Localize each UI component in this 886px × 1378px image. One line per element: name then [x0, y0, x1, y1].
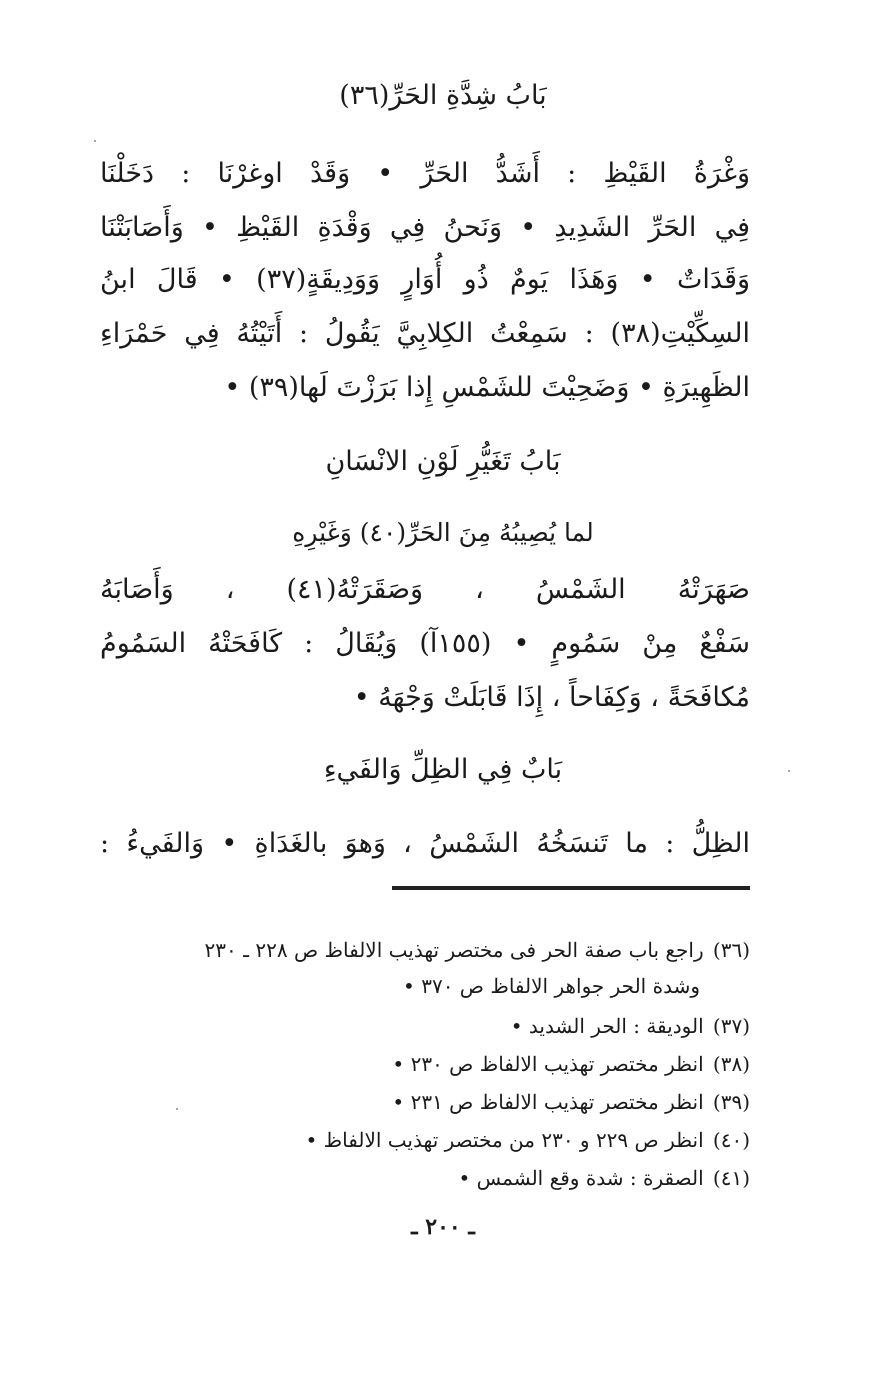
scan-speck	[788, 770, 790, 772]
paragraph-line: وَغْرَةُ القَيْظِ : أَشَدُّ الحَرِّ • وَقَدْ اوغرْنَا : دَخَلْنَا	[100, 158, 750, 189]
footnote-39	[100, 1090, 750, 1114]
paragraph-line: صَهَرَتْهُ الشَمْسُ ، وَصَقَرَتْهُ(٤١) ، وَأَصَابَهُ	[100, 574, 750, 605]
paragraph-line: الظِلُّ : ما تَنسَخُهُ الشَمْسُ ، وَهوَ بالغَدَاةِ • وَالفَيءُ :	[100, 828, 750, 859]
section-heading-heat-intensity: بَابُ شِدَّةِ الحَرِّ(٣٦)	[339, 80, 547, 111]
section-subheading: لما يُصِيبُهُ مِنَ الحَرِّ(٤٠) وَغَيْرِهِ	[292, 518, 594, 547]
footnote-text: راجع باب صفة الحر فى مختصر تهذيب الالفاظ ص ٢٢٨ ـ ٢٣٠	[204, 938, 704, 962]
footnote-text: الصقرة : شدة وقع الشمس •	[458, 1166, 704, 1190]
paragraph-line: السِكِّيْتِ(٣٨) : سَمِعْتُ الكِلابِيَّ يَقُولُ : أَتَيْتُهُ فِي حَمْرَاءِ	[100, 318, 750, 349]
footnote-36-continuation: وشدة الحر جواهر الالفاظ ص ٣٧٠ •	[403, 974, 700, 998]
footnote-number: (٣٦)	[712, 938, 750, 962]
footnote-number: (٣٧)	[712, 1014, 750, 1038]
footnote-40	[100, 1128, 750, 1152]
footnote-41	[100, 1166, 750, 1190]
footnote-text: انظر ص ٢٢٩ و ٢٣٠ من مختصر تهذيب الالفاظ •	[305, 1128, 704, 1152]
paragraph-line: فِي الحَرِّ الشَدِيدِ • وَنَحنُ فِي وَقْدَةِ القَيْظِ • وَأَصَابَتْنَا	[100, 212, 750, 243]
paragraph-line: مُكافَحَةً ، وَكِفَاحاً ، إِذَا قَابَلَتْ وَجْهَهُ •	[353, 682, 750, 713]
paragraph-line: سَفْعٌ مِنْ سَمُومٍ • (١٥٥آ) وَيُقَالُ : كَافَحَتْهُ السَمُومُ	[100, 628, 750, 659]
page-number: ـ ٢٠٠ ـ	[411, 1214, 475, 1240]
paragraph-line: وَقَدَاتٌ • وَهَذَا يَومٌ ذُو أُوَارٍ وَوَدِيقَةٍ(٣٧) • قَالَ ابنُ	[100, 264, 751, 295]
footnote-number: (٣٨)	[712, 1052, 750, 1076]
footnote-38	[100, 1052, 750, 1076]
section-heading-shade: بَابٌ فِي الظِلِّ وَالفَيءِ	[323, 754, 563, 785]
footnote-37	[100, 1014, 750, 1038]
paragraph-line: الظَهِيرَةِ • وَضَحِيْتَ للشَمْسِ إِذا بَرَزْتَ لَها(٣٩) •	[224, 372, 750, 403]
section-heading-color-change: بَابُ تَغَيُّرِ لَوْنِ الانْسَانِ	[325, 446, 561, 477]
footnote-number: (٤٠)	[712, 1128, 750, 1152]
scan-speck	[176, 1108, 178, 1110]
footnote-36	[100, 938, 750, 962]
footnote-text: الوديقة : الحر الشديد •	[510, 1014, 704, 1038]
footnote-text: انظر مختصر تهذيب الالفاظ ص ٢٣١ •	[392, 1090, 704, 1114]
footnote-number: (٤١)	[712, 1166, 750, 1190]
footnote-text: انظر مختصر تهذيب الالفاظ ص ٢٣٠ •	[392, 1052, 704, 1076]
scan-speck	[94, 140, 96, 142]
footnote-number: (٣٩)	[712, 1090, 750, 1114]
footnote-divider	[392, 886, 750, 890]
